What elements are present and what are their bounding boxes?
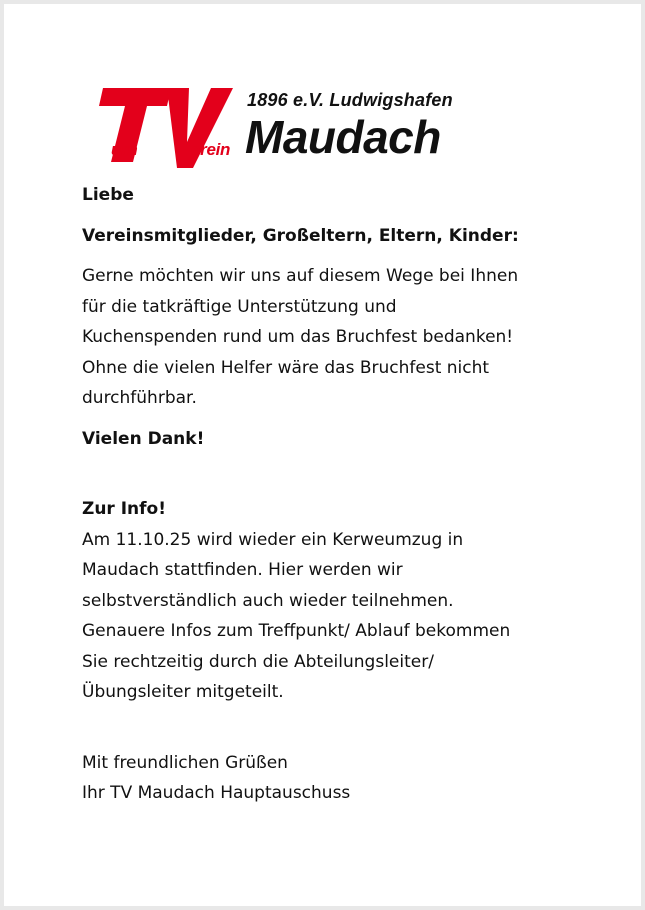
info-line: Genauere Infos zum Treffpunkt/ Ablauf bekommen <box>82 621 511 641</box>
thanks-line: Ohne die vielen Helfer wäre das Bruchfest nicht <box>82 357 490 378</box>
greeting-line-1: Liebe <box>82 185 134 205</box>
signoff <box>82 748 582 809</box>
club-logo <box>97 84 517 174</box>
info-line: Am 11.10.25 wird wieder ein Kerweumzug in <box>82 529 464 550</box>
thanks-line: Gerne möchten wir uns auf diesem Wege bei Ihnen <box>82 266 519 286</box>
info-paragraph <box>82 525 582 708</box>
logo-town-name: Maudach <box>245 111 441 163</box>
greeting-line-2: Vereinsmitglieder, Großeltern, Eltern, Kinder: <box>82 225 519 246</box>
logo-year-line: 1896 e.V. Ludwigshafen <box>247 90 453 110</box>
thanks-line: durchführbar. <box>82 388 197 408</box>
letter-page <box>4 4 641 906</box>
info-line: selbstverständlich auch wieder teilnehmen. <box>82 590 454 611</box>
thanks-paragraph <box>82 261 582 414</box>
thanks-line: für die tatkräftige Unterstützung und <box>82 296 397 317</box>
signoff-line-2: Ihr TV Maudach Hauptauschuss <box>82 783 351 803</box>
letter-body <box>82 180 582 809</box>
thanks-closing: Vielen Dank! <box>82 428 205 449</box>
info-line: Sie rechtzeitig durch die Abteilungsleiter/ <box>82 651 434 672</box>
info-heading: Zur Info! <box>82 499 166 519</box>
signoff-line-1: Mit freundlichen Grüßen <box>82 752 288 773</box>
info-line: Maudach stattfinden. Hier werden wir <box>82 560 403 580</box>
thanks-line: Kuchenspenden rund um das Bruchfest bedanken! <box>82 327 514 347</box>
logo-text-urn: urn <box>111 140 138 159</box>
info-line: Übungsleiter mitgeteilt. <box>82 682 284 702</box>
logo-text-erein: erein <box>191 140 231 159</box>
